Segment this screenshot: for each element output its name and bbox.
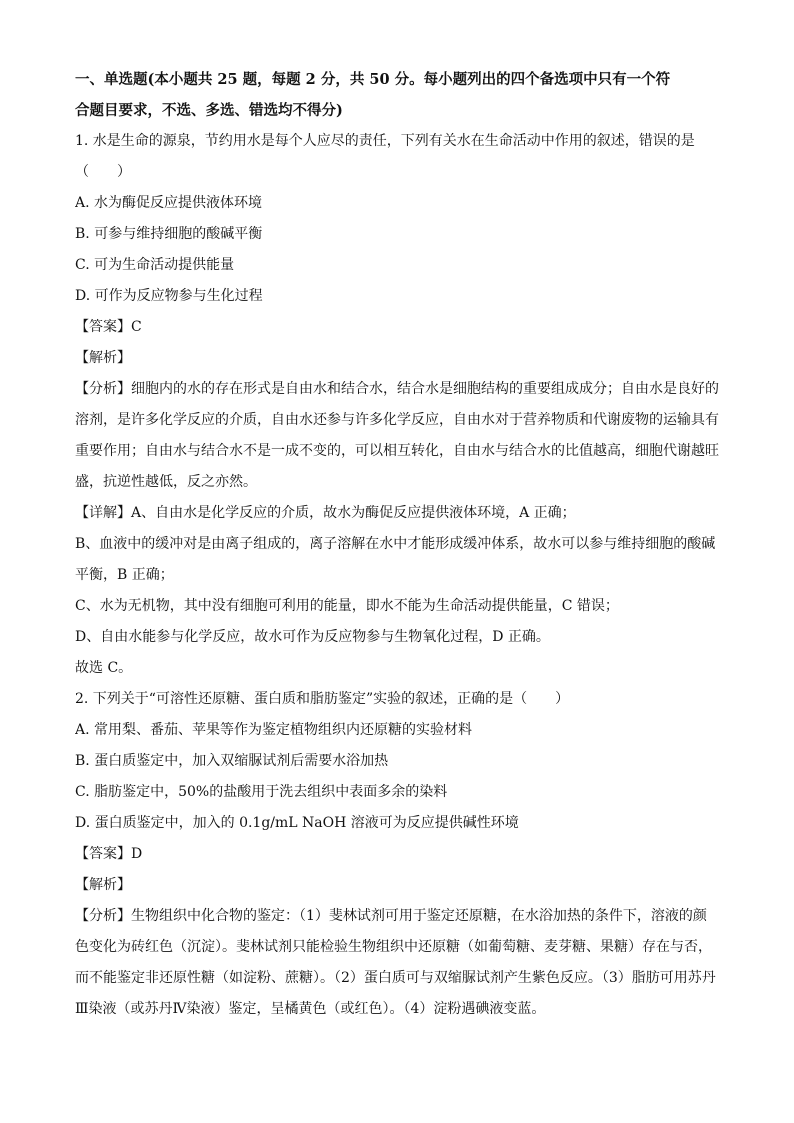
question-1-option-c: C. 可为生命活动提供能量 — [75, 257, 235, 273]
question-1-stem-line-2: （ ） — [75, 164, 131, 180]
question-1-analysis-line-2: 溶剂，是许多化学反应的介质，自由水还参与许多化学反应，自由水对于营养物质和代谢废物的运输具有 — [75, 412, 719, 428]
question-2-option-a: A. 常用梨、番茄、苹果等作为鉴定植物组织内还原糖的实验材料 — [75, 722, 473, 738]
section-title-line-1: 一、单选题(本小题共 25 题，每题 2 分，共 50 分。每小题列出的四个备选项中只有一个符 — [75, 71, 671, 88]
question-1-option-a: A. 水为酶促反应提供液体环境 — [75, 195, 263, 211]
question-1-detail-line-4: C、水为无机物，其中没有细胞可利用的能量，即水不能为生命活动提供能量，C 错误； — [75, 598, 619, 614]
question-2-answer: 【答案】D — [75, 846, 143, 862]
page-content — [75, 64, 725, 1025]
question-1-option-b: B. 可参与维持细胞的酸碱平衡 — [75, 226, 263, 242]
question-1-stem-line-1: 1. 水是生命的源泉，节约用水是每个人应尽的责任，下列有关水在生命活动中作用的叙述，错误的是 — [75, 133, 695, 149]
question-1-detail-line-2: B、血液中的缓冲对是由离子组成的，离子溶解在水中才能形成缓冲体系，故水可以参与维持细胞的酸碱 — [75, 536, 716, 552]
question-2-analysis-label: 【解析】 — [75, 877, 131, 893]
question-1-option-d: D. 可作为反应物参与生化过程 — [75, 288, 263, 304]
question-1-analysis-label: 【解析】 — [75, 350, 131, 366]
question-1-answer: 【答案】C — [75, 319, 142, 335]
question-2-option-c: C. 脂肪鉴定中，50%的盐酸用于洗去组织中表面多余的染料 — [75, 784, 448, 800]
question-1-analysis-line-4: 盛，抗逆性越低，反之亦然。 — [75, 474, 257, 490]
question-1-analysis-line-1: 【分析】细胞内的水的存在形式是自由水和结合水，结合水是细胞结构的重要组成成分；自由水是良好的 — [75, 381, 719, 397]
question-2-stem-line-1: 2. 下列关于“可溶性还原糖、蛋白质和脂肪鉴定”实验的叙述，正确的是（ ） — [75, 691, 570, 707]
question-2-analysis-line-3: 而不能鉴定非还原性糖（如淀粉、蔗糖）。（2）蛋白质可与双缩脲试剂产生紫色反应。（3）脂肪可用苏丹 — [75, 970, 716, 986]
question-2-analysis-line-1: 【分析】生物组织中化合物的鉴定：（1）斐林试剂可用于鉴定还原糖，在水浴加热的条件下，溶液的颜 — [75, 908, 707, 924]
question-2-option-d: D. 蛋白质鉴定中，加入的 0.1g/mL NaOH 溶液可为反应提供碱性环境 — [75, 815, 519, 831]
question-2-analysis-line-4: Ⅲ染液（或苏丹Ⅳ染液）鉴定，呈橘黄色（或红色）。（4）淀粉遇碘液变蓝。 — [75, 1001, 546, 1017]
question-2-analysis-line-2: 色变化为砖红色（沉淀）。斐林试剂只能检验生物组织中还原糖（如葡萄糖、麦芽糖、果糖）存在与否， — [75, 939, 712, 955]
question-1-analysis-line-3: 重要作用；自由水与结合水不是一成不变的，可以相互转化，自由水与结合水的比值越高，细胞代谢越旺 — [75, 443, 719, 459]
question-2-option-b: B. 蛋白质鉴定中，加入双缩脲试剂后需要水浴加热 — [75, 753, 389, 769]
section-title-line-2: 合题目要求，不选、多选、错选均不得分) — [75, 102, 343, 119]
question-1-detail-line-1: 【详解】A、自由水是化学反应的介质，故水为酶促反应提供液体环境，A 正确； — [75, 505, 576, 521]
question-1-detail-line-3: 平衡，B 正确； — [75, 567, 174, 583]
question-1-detail-line-6: 故选 C。 — [75, 660, 133, 676]
question-1-detail-line-5: D、自由水能参与化学反应，故水可作为反应物参与生物氧化过程，D 正确。 — [75, 629, 550, 645]
